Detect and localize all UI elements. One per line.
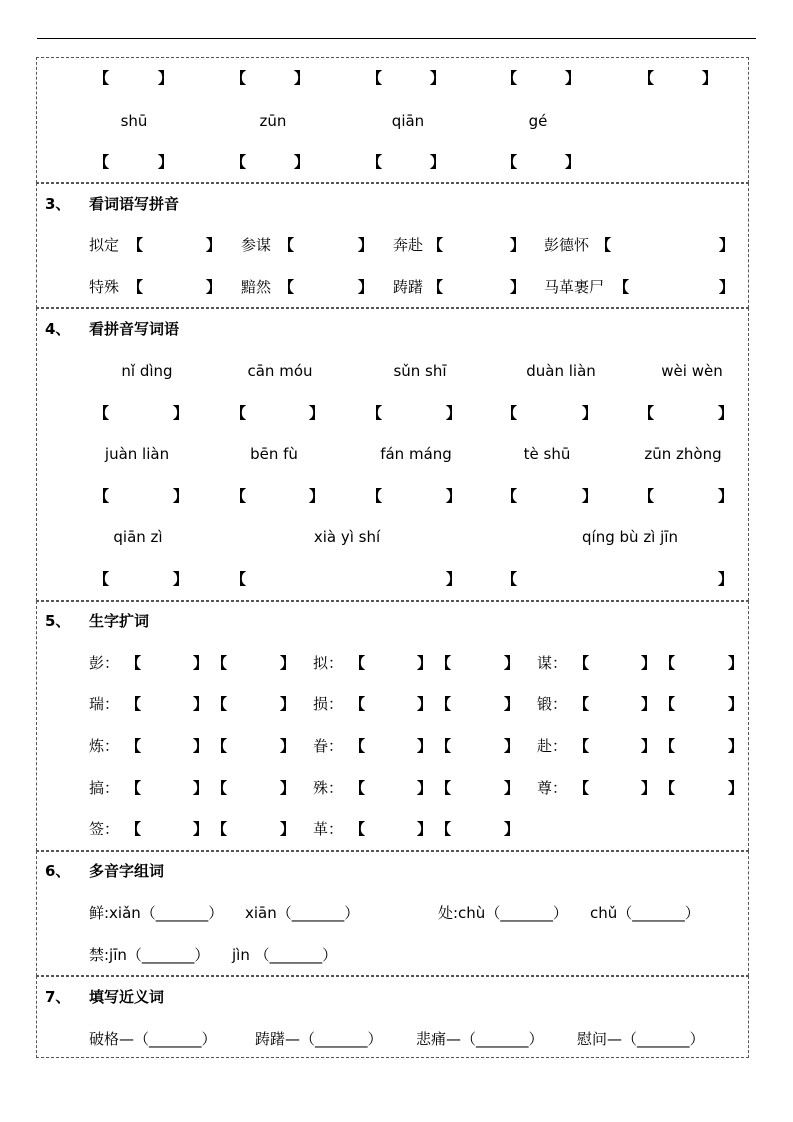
answer-bracket-s3-r2-3-close: 】 <box>719 278 735 296</box>
expand-bracket-b-open: 【 <box>436 779 452 797</box>
expand-bracket-b-open: 【 <box>436 695 452 713</box>
answer-bracket-s2-r2-0-close: 】 <box>158 153 174 171</box>
answer-bracket-s2-r2-1-close: 】 <box>294 153 310 171</box>
answer-bracket-s4-r2-1-open: 【 <box>231 487 247 505</box>
expand-bracket-a-close: 】 <box>417 779 433 797</box>
expand-bracket-a-close: 】 <box>641 695 657 713</box>
char-label: 瑞： <box>89 695 120 713</box>
polyphone-item: jìn （_______） <box>232 946 338 964</box>
pinyin-prompt: shū <box>120 112 148 130</box>
expand-bracket-a-open: 【 <box>350 695 366 713</box>
answer-bracket-s2-r1-4-close: 】 <box>702 69 718 87</box>
vocab-word: 彭德怀 <box>544 236 590 254</box>
char-label: 炼： <box>89 737 120 755</box>
section-title: 看词语写拼音 <box>89 195 180 213</box>
pinyin-prompt: fán máng <box>380 445 452 463</box>
char-label: 谋： <box>537 654 568 672</box>
char-label: 殊： <box>313 779 344 797</box>
answer-bracket-s4-r1-2-open: 【 <box>367 404 383 422</box>
expand-bracket-a-open: 【 <box>350 820 366 838</box>
pinyin-prompt: duàn liàn <box>526 362 596 380</box>
expand-bracket-b-close: 】 <box>504 779 520 797</box>
char-label: 彭： <box>89 654 120 672</box>
answer-bracket-s3-r1-1-close: 】 <box>358 236 374 254</box>
expand-bracket-b-close: 】 <box>728 654 744 672</box>
section-title: 填写近义词 <box>89 988 165 1006</box>
answer-bracket-s4-r3-0-close: 】 <box>173 570 189 588</box>
answer-bracket-s3-r2-2-close: 】 <box>510 278 526 296</box>
answer-bracket-s3-r1-1-open: 【 <box>279 236 295 254</box>
char-label: 拟： <box>313 654 344 672</box>
synonym-item: 破格—（_______） <box>89 1030 217 1048</box>
answer-bracket-s2-r2-0-open: 【 <box>94 153 110 171</box>
section-title: 多音字组词 <box>89 862 165 880</box>
expand-bracket-b-open: 【 <box>212 820 228 838</box>
answer-bracket-s4-r2-3-close: 】 <box>582 487 598 505</box>
answer-bracket-s3-r2-1-close: 】 <box>358 278 374 296</box>
expand-bracket-a-close: 】 <box>641 779 657 797</box>
answer-bracket-s4-r3-0-open: 【 <box>94 570 110 588</box>
char-label: 眷： <box>313 737 344 755</box>
expand-bracket-b-close: 】 <box>504 737 520 755</box>
answer-bracket-s4-r2-3-open: 【 <box>502 487 518 505</box>
answer-bracket-s4-r2-2-close: 】 <box>446 487 462 505</box>
expand-bracket-b-close: 】 <box>280 654 296 672</box>
vocab-word: 踌躇 <box>393 278 424 296</box>
pinyin-prompt: zūn <box>259 112 287 130</box>
answer-bracket-s2-r1-4-open: 【 <box>639 69 655 87</box>
vocab-word: 参谋 <box>241 236 272 254</box>
expand-bracket-b-close: 】 <box>280 820 296 838</box>
pinyin-prompt: qiān <box>391 112 425 130</box>
answer-bracket-s4-r2-0-open: 【 <box>94 487 110 505</box>
pinyin-prompt: sǔn shī <box>393 362 447 380</box>
vocab-word: 马革裹尸 <box>544 278 605 296</box>
pinyin-prompt: wèi wèn <box>661 362 723 380</box>
answer-bracket-s2-r1-1-open: 【 <box>231 69 247 87</box>
answer-bracket-s2-r1-0-open: 【 <box>94 69 110 87</box>
answer-bracket-s4-r2-4-open: 【 <box>639 487 655 505</box>
expand-bracket-a-close: 】 <box>193 695 209 713</box>
answer-bracket-s4-r1-4-open: 【 <box>639 404 655 422</box>
expand-bracket-a-close: 】 <box>193 654 209 672</box>
answer-bracket-s2-r2-2-close: 】 <box>430 153 446 171</box>
pinyin-prompt: tè shū <box>523 445 571 463</box>
answer-bracket-s4-r3-2-close: 】 <box>718 570 734 588</box>
expand-bracket-a-close: 】 <box>641 654 657 672</box>
section-number: 6、 <box>45 862 71 880</box>
expand-bracket-a-open: 【 <box>574 654 590 672</box>
answer-bracket-s3-r1-2-open: 【 <box>428 236 444 254</box>
expand-bracket-a-open: 【 <box>574 737 590 755</box>
expand-bracket-b-close: 】 <box>504 654 520 672</box>
expand-bracket-a-close: 】 <box>193 737 209 755</box>
expand-bracket-b-open: 【 <box>436 654 452 672</box>
answer-bracket-s3-r2-0-close: 】 <box>206 278 222 296</box>
answer-bracket-s2-r1-3-close: 】 <box>565 69 581 87</box>
expand-bracket-b-open: 【 <box>660 654 676 672</box>
expand-bracket-a-close: 】 <box>417 820 433 838</box>
pinyin-prompt: gé <box>528 112 548 130</box>
vocab-word: 奔赴 <box>393 236 424 254</box>
answer-bracket-s3-r2-2-open: 【 <box>428 278 444 296</box>
pinyin-prompt: juàn liàn <box>104 445 170 463</box>
answer-bracket-s4-r2-2-open: 【 <box>367 487 383 505</box>
section-number: 5、 <box>45 612 71 630</box>
answer-bracket-s4-r1-3-close: 】 <box>582 404 598 422</box>
polyphone-item: 鲜:xiǎn（_______） <box>89 904 224 922</box>
expand-bracket-b-close: 】 <box>728 695 744 713</box>
section-number: 4、 <box>45 320 71 338</box>
expand-bracket-b-close: 】 <box>504 695 520 713</box>
pinyin-prompt: xià yì shí <box>313 528 381 546</box>
expand-bracket-b-open: 【 <box>212 654 228 672</box>
vocab-word: 拟定 <box>89 236 120 254</box>
answer-bracket-s2-r2-3-open: 【 <box>502 153 518 171</box>
synonym-item: 慰问—（_______） <box>577 1030 705 1048</box>
answer-bracket-s4-r3-1-close: 】 <box>446 570 462 588</box>
header-rule <box>37 38 756 39</box>
answer-bracket-s2-r1-2-open: 【 <box>367 69 383 87</box>
expand-bracket-b-open: 【 <box>660 737 676 755</box>
answer-bracket-s3-r2-1-open: 【 <box>279 278 295 296</box>
expand-bracket-a-close: 】 <box>417 695 433 713</box>
answer-bracket-s2-r1-2-close: 】 <box>430 69 446 87</box>
answer-bracket-s4-r3-1-open: 【 <box>231 570 247 588</box>
pinyin-prompt: qíng bù zì jīn <box>582 528 678 546</box>
vocab-word: 特殊 <box>89 278 120 296</box>
expand-bracket-a-open: 【 <box>350 654 366 672</box>
expand-bracket-b-open: 【 <box>212 779 228 797</box>
answer-bracket-s3-r1-0-close: 】 <box>206 236 222 254</box>
answer-bracket-s4-r1-1-open: 【 <box>231 404 247 422</box>
char-label: 损： <box>313 695 344 713</box>
expand-bracket-b-close: 】 <box>280 695 296 713</box>
polyphone-item: 禁:jīn（_______） <box>89 946 210 964</box>
answer-bracket-s3-r2-0-open: 【 <box>128 278 144 296</box>
answer-bracket-s3-r1-3-close: 】 <box>719 236 735 254</box>
answer-bracket-s3-r1-2-close: 】 <box>510 236 526 254</box>
expand-bracket-b-close: 】 <box>280 737 296 755</box>
polyphone-item: xiān（_______） <box>245 904 360 922</box>
pinyin-prompt: zūn zhòng <box>644 445 722 463</box>
char-label: 锻： <box>537 695 568 713</box>
expand-bracket-b-open: 【 <box>212 695 228 713</box>
answer-bracket-s4-r2-1-close: 】 <box>309 487 325 505</box>
expand-bracket-b-close: 】 <box>728 737 744 755</box>
expand-bracket-b-close: 】 <box>280 779 296 797</box>
polyphone-item: chǔ（_______） <box>590 904 700 922</box>
answer-bracket-s2-r2-3-close: 】 <box>565 153 581 171</box>
expand-bracket-b-close: 】 <box>504 820 520 838</box>
pinyin-prompt: cān móu <box>247 362 313 380</box>
answer-bracket-s4-r1-2-close: 】 <box>446 404 462 422</box>
answer-bracket-s4-r1-3-open: 【 <box>502 404 518 422</box>
answer-bracket-s4-r1-1-close: 】 <box>309 404 325 422</box>
expand-bracket-a-open: 【 <box>350 779 366 797</box>
expand-bracket-b-close: 】 <box>728 779 744 797</box>
expand-bracket-a-close: 】 <box>193 779 209 797</box>
expand-bracket-a-open: 【 <box>574 779 590 797</box>
expand-bracket-a-open: 【 <box>574 695 590 713</box>
char-label: 签： <box>89 820 120 838</box>
synonym-item: 踌躇—（_______） <box>255 1030 383 1048</box>
answer-bracket-s4-r2-4-close: 】 <box>718 487 734 505</box>
section-number: 7、 <box>45 988 71 1006</box>
answer-bracket-s4-r2-0-close: 】 <box>173 487 189 505</box>
expand-bracket-a-open: 【 <box>126 737 142 755</box>
answer-bracket-s2-r1-3-open: 【 <box>502 69 518 87</box>
pinyin-prompt: qiān zì <box>113 528 163 546</box>
polyphone-item: 处:chù（_______） <box>438 904 568 922</box>
vocab-word: 黯然 <box>241 278 272 296</box>
expand-bracket-a-open: 【 <box>350 737 366 755</box>
expand-bracket-a-close: 】 <box>417 737 433 755</box>
section-title: 生字扩词 <box>89 612 150 630</box>
section-5-box <box>36 601 749 851</box>
section-title: 看拼音写词语 <box>89 320 180 338</box>
expand-bracket-a-open: 【 <box>126 779 142 797</box>
answer-bracket-s4-r1-0-open: 【 <box>94 404 110 422</box>
expand-bracket-b-open: 【 <box>436 820 452 838</box>
expand-bracket-a-close: 】 <box>417 654 433 672</box>
expand-bracket-a-close: 】 <box>641 737 657 755</box>
synonym-item: 悲痛—（_______） <box>416 1030 544 1048</box>
answer-bracket-s4-r3-2-open: 【 <box>502 570 518 588</box>
pinyin-prompt: bēn fù <box>250 445 298 463</box>
answer-bracket-s2-r2-2-open: 【 <box>367 153 383 171</box>
answer-bracket-s2-r1-1-close: 】 <box>294 69 310 87</box>
section-number: 3、 <box>45 195 71 213</box>
expand-bracket-b-open: 【 <box>436 737 452 755</box>
answer-bracket-s2-r1-0-close: 】 <box>158 69 174 87</box>
answer-bracket-s4-r1-0-close: 】 <box>173 404 189 422</box>
expand-bracket-b-open: 【 <box>212 737 228 755</box>
answer-bracket-s4-r1-4-close: 】 <box>718 404 734 422</box>
answer-bracket-s3-r2-3-open: 【 <box>614 278 630 296</box>
answer-bracket-s2-r2-1-open: 【 <box>231 153 247 171</box>
answer-bracket-s3-r1-3-open: 【 <box>596 236 612 254</box>
expand-bracket-a-open: 【 <box>126 695 142 713</box>
char-label: 革： <box>313 820 344 838</box>
expand-bracket-a-open: 【 <box>126 654 142 672</box>
char-label: 尊： <box>537 779 568 797</box>
char-label: 搞： <box>89 779 120 797</box>
char-label: 赴： <box>537 737 568 755</box>
expand-bracket-a-close: 】 <box>193 820 209 838</box>
answer-bracket-s3-r1-0-open: 【 <box>128 236 144 254</box>
expand-bracket-b-open: 【 <box>660 695 676 713</box>
expand-bracket-b-open: 【 <box>660 779 676 797</box>
expand-bracket-a-open: 【 <box>126 820 142 838</box>
pinyin-prompt: nǐ dìng <box>121 362 173 380</box>
